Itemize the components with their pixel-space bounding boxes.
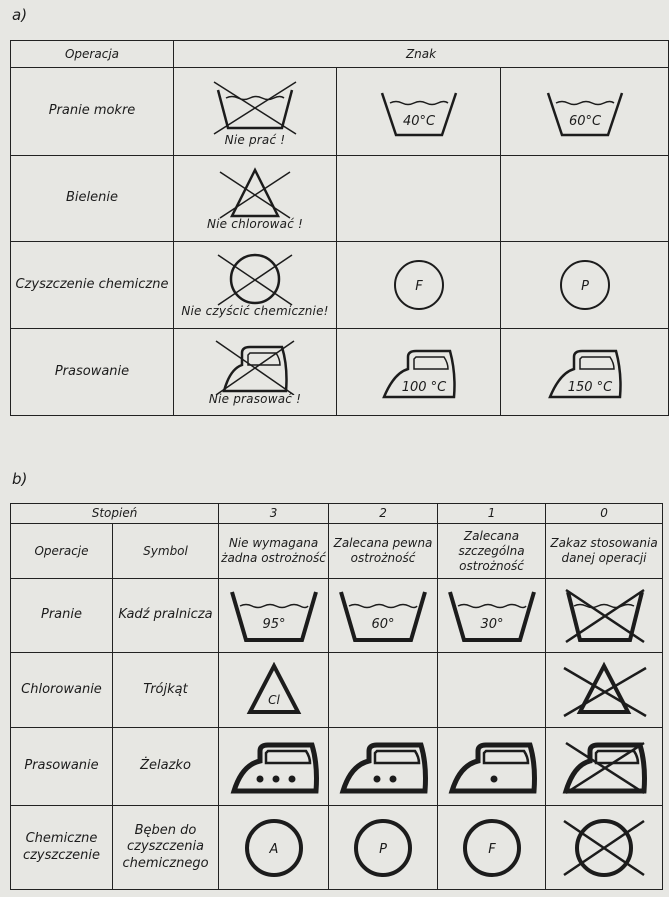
washtub-icon bbox=[331, 586, 435, 646]
crossed-washtub-icon bbox=[552, 586, 656, 646]
crossed-circle-icon bbox=[552, 817, 656, 879]
header-operations: Operacje bbox=[11, 524, 113, 579]
level-number: 1 bbox=[438, 504, 546, 524]
level-description: Nie wymagana żadna ostrożność bbox=[219, 524, 329, 579]
triangle-icon bbox=[222, 662, 326, 718]
washtub-icon bbox=[520, 81, 650, 143]
no-iron-caption: Nie prasować ! bbox=[208, 392, 302, 406]
dryclean-p-cell bbox=[329, 806, 438, 890]
iron-icon bbox=[354, 343, 484, 401]
row-operation: Czyszczenie chemiczne bbox=[11, 242, 174, 329]
washtub-icon bbox=[440, 586, 544, 646]
iron-icon bbox=[520, 343, 650, 401]
empty-cell bbox=[337, 156, 501, 242]
level-description: Zalecana pewna ostrożność bbox=[329, 524, 438, 579]
circle-icon bbox=[520, 257, 650, 313]
level-number: 2 bbox=[329, 504, 438, 524]
header-symbol: Symbol bbox=[113, 524, 219, 579]
svg-text:Cl: Cl bbox=[267, 693, 280, 707]
row-symbol-name: Żelazko bbox=[113, 728, 219, 806]
iron-150-cell bbox=[501, 329, 669, 416]
crossed-washtub-icon bbox=[190, 76, 320, 136]
svg-text:40°C: 40°C bbox=[402, 113, 435, 129]
row-operation: Chlorowanie bbox=[11, 653, 113, 728]
no-chlorine-cell bbox=[546, 653, 663, 728]
washtub-icon bbox=[354, 81, 484, 143]
level-number: 0 bbox=[546, 504, 663, 524]
dryclean-a-cell bbox=[219, 806, 329, 890]
crossed-triangle-icon bbox=[190, 166, 320, 220]
dryclean-f-cell bbox=[438, 806, 546, 890]
svg-text:60°: 60° bbox=[371, 616, 395, 632]
no-dryclean-cell bbox=[546, 806, 663, 890]
empty-cell bbox=[438, 653, 546, 728]
dryclean-p-cell bbox=[501, 242, 669, 329]
care-symbols-table-a bbox=[10, 40, 669, 416]
iron-3-dots-cell bbox=[219, 728, 329, 806]
no-wash-caption: Nie prać ! bbox=[224, 132, 286, 147]
svg-text:30°: 30° bbox=[479, 616, 504, 632]
row-operation: Prasowanie bbox=[11, 329, 174, 416]
crossed-circle-icon bbox=[190, 251, 320, 307]
care-symbols-table-b bbox=[10, 503, 663, 890]
no-bleach-cell bbox=[174, 156, 337, 242]
wash-40-cell bbox=[337, 68, 501, 156]
row-symbol-name: Bęben do czyszczenia chemicznego bbox=[113, 806, 219, 890]
svg-text:60°C: 60°C bbox=[568, 113, 601, 129]
section-b-label: b) bbox=[12, 470, 28, 488]
no-dryclean-cell bbox=[174, 242, 337, 329]
svg-text:P: P bbox=[379, 841, 387, 857]
level-description: Zakaz stosowania danej operacji bbox=[546, 524, 663, 579]
wash-60-cell bbox=[329, 579, 438, 653]
iron-2-dots-cell bbox=[329, 728, 438, 806]
level-description: Zalecana szczególna ostrożność bbox=[438, 524, 546, 579]
svg-text:F: F bbox=[414, 279, 423, 294]
level-number: 3 bbox=[219, 504, 329, 524]
crossed-iron-icon bbox=[190, 337, 320, 395]
row-symbol-name: Trójkąt bbox=[113, 653, 219, 728]
iron-100-cell bbox=[337, 329, 501, 416]
crossed-triangle-icon bbox=[552, 660, 656, 720]
no-iron-cell bbox=[174, 329, 337, 416]
row-operation: Bielenie bbox=[11, 156, 174, 242]
wash-30-cell bbox=[438, 579, 546, 653]
iron-icon bbox=[222, 737, 326, 797]
circle-icon bbox=[440, 817, 544, 879]
row-operation: Chemiczne czyszczenie bbox=[11, 806, 113, 890]
svg-text:150 °C: 150 °C bbox=[567, 380, 612, 395]
circle-icon bbox=[222, 817, 326, 879]
no-wash-cell bbox=[174, 68, 337, 156]
row-operation: Pranie bbox=[11, 579, 113, 653]
circle-icon bbox=[354, 257, 484, 313]
svg-text:P: P bbox=[580, 279, 589, 294]
header-sign: Znak bbox=[174, 41, 669, 68]
section-a-label: a) bbox=[12, 6, 28, 24]
header-degree: Stopień bbox=[11, 504, 219, 524]
svg-text:F: F bbox=[487, 841, 496, 857]
no-iron-cell bbox=[546, 728, 663, 806]
svg-text:95°: 95° bbox=[261, 616, 286, 632]
wash-95-cell bbox=[219, 579, 329, 653]
row-operation: Prasowanie bbox=[11, 728, 113, 806]
iron-icon bbox=[440, 737, 544, 797]
wash-60-cell bbox=[501, 68, 669, 156]
svg-text:100 °C: 100 °C bbox=[401, 380, 446, 395]
dryclean-f-cell bbox=[337, 242, 501, 329]
empty-cell bbox=[329, 653, 438, 728]
no-dryclean-caption: Nie czyścić chemicznie! bbox=[181, 304, 329, 318]
crossed-iron-icon bbox=[552, 737, 656, 797]
iron-icon bbox=[331, 737, 435, 797]
chlorine-cell bbox=[219, 653, 329, 728]
header-operation: Operacja bbox=[11, 41, 174, 68]
empty-cell bbox=[501, 156, 669, 242]
svg-text:A: A bbox=[269, 841, 278, 857]
no-wash-cell bbox=[546, 579, 663, 653]
iron-1-dot-cell bbox=[438, 728, 546, 806]
no-bleach-caption: Nie chlorować ! bbox=[206, 216, 304, 231]
row-operation: Pranie mokre bbox=[11, 68, 174, 156]
row-symbol-name: Kadź pralnicza bbox=[113, 579, 219, 653]
circle-icon bbox=[331, 817, 435, 879]
washtub-icon bbox=[222, 586, 326, 646]
